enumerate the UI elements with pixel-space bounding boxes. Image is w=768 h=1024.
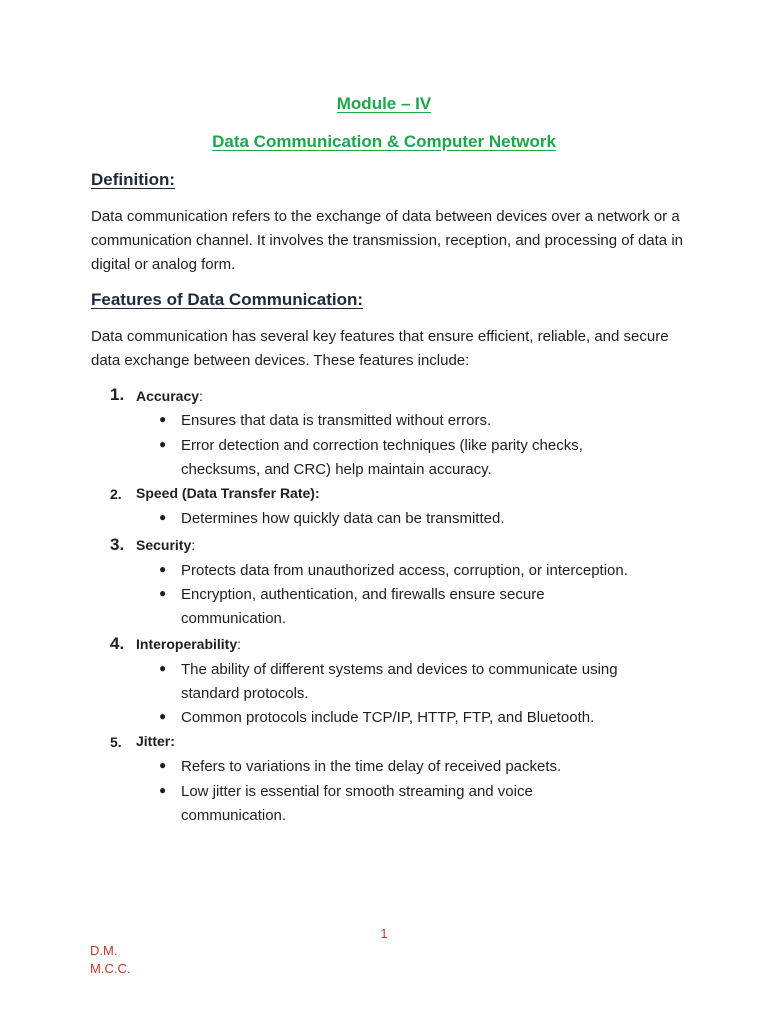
bullet-text: Error detection and correction techniques (like parity checks, checksums, and CRC) help maintain accuracy. (181, 437, 583, 478)
bullet-icon: ● (159, 562, 167, 576)
item-label-accuracy (136, 388, 203, 404)
document-subtitle: Data Communication & Computer Network (212, 132, 556, 151)
item-number: 2. (110, 486, 122, 502)
item-label-text: Security (136, 537, 192, 553)
bullet-text: Common protocols include TCP/IP, HTTP, FTP, and Bluetooth. (181, 709, 595, 726)
item-label-interoperability (136, 636, 241, 652)
item-number: 1. (110, 385, 125, 404)
features-intro: Data communication has several key features that ensure efficient, reliable, and secure data exchange between devices. These features include: (91, 328, 669, 369)
bullet-icon: ● (159, 437, 167, 451)
signature-line-1: D.M. (90, 943, 118, 958)
page-number: 1 (380, 926, 388, 941)
bullet-text: Low jitter is essential for smooth streaming and voice communication. (181, 783, 533, 824)
item-number: 5. (110, 734, 122, 750)
bullet-text: Encryption, authentication, and firewalls ensure secure communication. (181, 586, 545, 627)
item-label-security (136, 537, 195, 553)
item-number: 3. (110, 535, 125, 554)
item-label-text: Jitter: (136, 733, 175, 749)
item-label-suffix: : (237, 636, 242, 652)
bullet-text: Ensures that data is transmitted without errors. (181, 412, 492, 429)
features-heading: Features of Data Communication: (91, 290, 364, 309)
bullet-icon: ● (159, 510, 167, 524)
bullet-text: Refers to variations in the time delay of received packets. (181, 758, 562, 775)
definition-heading: Definition: (91, 170, 176, 189)
item-label-suffix: : (191, 537, 196, 553)
bullet-icon: ● (159, 661, 167, 675)
bullet-icon: ● (159, 758, 167, 772)
item-label-suffix: : (199, 388, 203, 404)
item-label-jitter (136, 733, 175, 749)
bullet-text: The ability of different systems and devices to communicate using standard protocols. (181, 661, 618, 702)
bullet-icon: ● (159, 586, 167, 600)
item-label-text: Accuracy (136, 388, 200, 404)
bullet-icon: ● (159, 783, 167, 797)
item-number: 4. (110, 634, 125, 653)
bullet-text: Determines how quickly data can be transmitted. (181, 510, 505, 527)
signature-line-2: M.C.C. (90, 961, 131, 976)
bullet-icon: ● (159, 412, 167, 426)
module-title: Module – IV (336, 94, 432, 113)
definition-text: Data communication refers to the exchange of data between devices over a network or a communication channel. It involves the transmission, reception, and processing of data in digital or analog form. (91, 208, 683, 273)
item-label-text: Interoperability (136, 636, 238, 652)
item-label-speed (136, 485, 320, 501)
bullet-text: Protects data from unauthorized access, corruption, or interception. (181, 562, 628, 579)
bullet-icon: ● (159, 709, 167, 723)
item-label-text: Speed (Data Transfer Rate): (136, 485, 320, 501)
